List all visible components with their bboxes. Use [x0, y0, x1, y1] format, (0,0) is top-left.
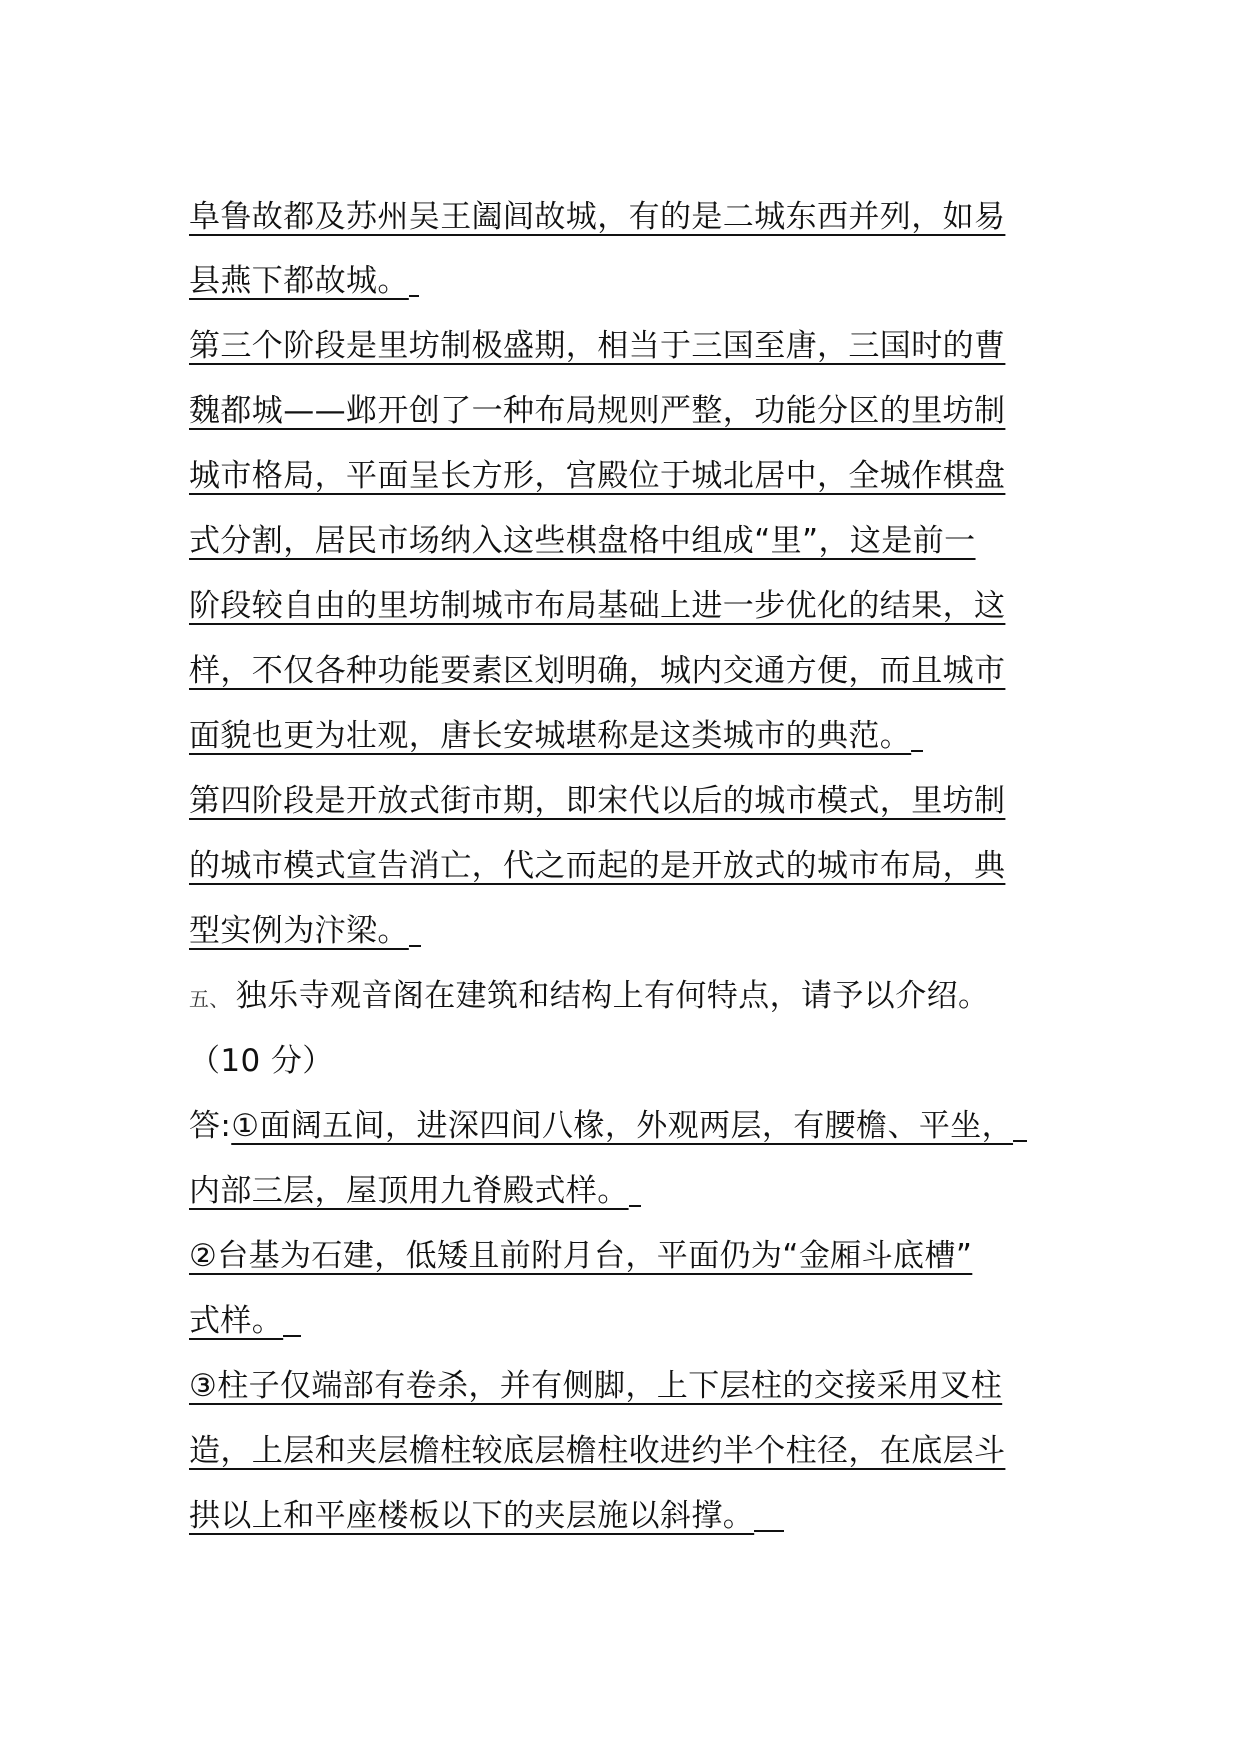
underline-blank: [911, 716, 923, 752]
answer-line: 面貌也更为壮观，唐长安城堪称是这类城市的典范。: [189, 716, 923, 756]
answer-line: 式分割，居民市场纳入这些棋盘格中组成“里”，这是前一: [189, 523, 976, 559]
answer-line: 拱以上和平座楼板以下的夹层施以斜撑。: [189, 1496, 784, 1536]
answer-line: 内部三层，屋顶用九脊殿式样。: [189, 1171, 641, 1211]
answer-line: 第三个阶段是里坊制极盛期，相当于三国至唐，三国时的曹: [189, 328, 1006, 364]
answer-line: 造，上层和夹层檐柱较底层檐柱收进约半个柱径，在底层斗: [189, 1433, 1006, 1469]
answer-line: ②台基为石建，低矮且前附月台，平面仍为“金厢斗底槽”: [189, 1238, 973, 1274]
question-number: 五、: [189, 987, 230, 1011]
answer-line: 魏都城——邺开创了一种布局规则严整，功能分区的里坊制: [189, 393, 1006, 429]
underline-blank: [629, 1171, 641, 1207]
answer-label: 答:: [189, 1108, 232, 1144]
underline-blank: [754, 1496, 784, 1532]
answer-line: 阶段较自由的里坊制城市布局基础上进一步优化的结果，这: [189, 588, 1006, 624]
answer-line: 县燕下都故城。: [189, 261, 419, 301]
answer-line: 样，不仅各种功能要素区划明确，城内交通方便，而且城市: [189, 653, 1006, 689]
underline-blank: [1013, 1106, 1027, 1142]
question-5: [189, 976, 989, 1016]
underline-blank: [409, 911, 421, 947]
answer-line: 阜鲁故都及苏州吴王阖闾故城，有的是二城东西并列，如易: [189, 199, 1006, 235]
question-score: （10 分）: [189, 1043, 334, 1079]
underline-blank: [283, 1301, 301, 1337]
answer-line: 的城市模式宣告消亡，代之而起的是开放式的城市布局，典: [189, 848, 1006, 884]
answer-line: 型实例为汴梁。: [189, 911, 421, 951]
answer-line: 式样。: [189, 1301, 301, 1341]
answer-line: 城市格局，平面呈长方形，宫殿位于城北居中，全城作棋盘: [189, 458, 1006, 494]
question-text: 独乐寺观音阁在建筑和结构上有何特点，请予以介绍。: [235, 978, 990, 1014]
answer-line: ③柱子仅端部有卷杀，并有侧脚，上下层柱的交接采用叉柱: [189, 1368, 1003, 1404]
answer-line: 第四阶段是开放式街市期，即宋代以后的城市模式，里坊制: [189, 783, 1006, 819]
underline-blank: [409, 261, 419, 297]
answer-line: 答:①面阔五间，进深四间八椽，外观两层，有腰檐、平坐，: [189, 1106, 1027, 1146]
